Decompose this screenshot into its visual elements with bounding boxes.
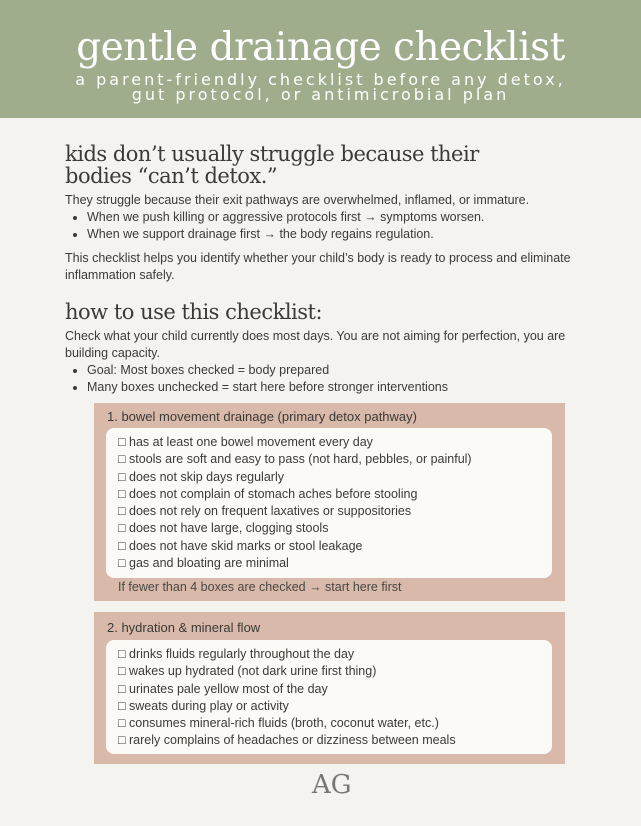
how-to-bullet: • Many boxes unchecked = start here before stronger interventions — [87, 379, 585, 396]
how-to-bullets — [65, 362, 585, 396]
checklist-item[interactable]: □ urinates pale yellow most of the day — [118, 681, 328, 696]
checklist-item[interactable]: □ rarely complains of headaches or dizziness between meals — [118, 733, 456, 748]
header-banner — [0, 0, 641, 118]
intro-heading-line-1: kids don’t usually struggle because their — [65, 142, 479, 166]
how-to-bullet: • Goal: Most boxes checked = body prepared — [87, 362, 585, 379]
checklist-item[interactable]: □ does not complain of stomach aches before stooling — [118, 486, 418, 501]
checklist-item[interactable]: □ stools are soft and easy to pass (not hard, pebbles, or painful) — [118, 452, 472, 467]
intro-bullet: • When we support drainage first → the body regains regulation. — [87, 226, 585, 243]
intro-purpose: This checklist helps you identify whether your child’s body is ready to process and eliminate inflammation safely. — [65, 251, 571, 282]
subtitle-line-1: a parent-friendly checklist before any detox, — [75, 70, 566, 89]
bowel-section — [94, 403, 565, 601]
bowel-section-note: If fewer than 4 boxes are checked → start here first — [118, 580, 402, 594]
checklist-item[interactable]: □ consumes mineral-rich fluids (broth, coconut water, etc.) — [118, 716, 439, 731]
checklist-item[interactable]: □ does not skip days regularly — [118, 469, 284, 484]
intro-bullets — [65, 209, 585, 243]
page-title: gentle drainage checklist — [76, 25, 565, 70]
page-subtitle — [0, 72, 641, 102]
hydration-checklist — [106, 640, 552, 754]
intro-heading-line-2: bodies “can’t detox.” — [65, 164, 278, 188]
checklist-item[interactable]: □ has at least one bowel movement every day — [118, 435, 373, 449]
bowel-section-title: 1. bowel movement drainage (primary detox pathway) — [107, 409, 417, 424]
hydration-section — [94, 612, 565, 764]
intro-bullet: • When we push killing or aggressive protocols first → symptoms worsen. — [87, 209, 585, 226]
checklist-item[interactable]: □ does not have skid marks or stool leakage — [118, 538, 363, 553]
subtitle-line-2: gut protocol, or antimicrobial plan — [131, 85, 510, 104]
how-to-text: Check what your child currently does most days. You are not aiming for perfection, you are building capacity. — [65, 329, 566, 360]
hydration-section-title: 2. hydration & mineral flow — [107, 620, 261, 635]
checklist-item[interactable]: □ drinks fluids regularly throughout the day — [118, 647, 355, 661]
checklist-item[interactable]: □ sweats during play or activity — [118, 698, 289, 713]
checklist-item[interactable]: □ gas and bloating are minimal — [118, 556, 289, 571]
how-to-heading: how to use this checklist: — [65, 300, 323, 324]
checklist-item[interactable]: □ wakes up hydrated (not dark urine first thing) — [118, 664, 377, 679]
brand-logo: AG — [312, 770, 352, 800]
checklist-item[interactable]: □ does not have large, clogging stools — [118, 521, 329, 536]
bowel-checklist — [106, 428, 552, 578]
intro-section — [65, 143, 585, 396]
intro-heading — [65, 143, 585, 187]
checklist-item[interactable]: □ does not rely on frequent laxatives or suppositories — [118, 504, 412, 519]
intro-lead: They struggle because their exit pathways are overwhelmed, inflamed, or immature. — [65, 193, 530, 207]
